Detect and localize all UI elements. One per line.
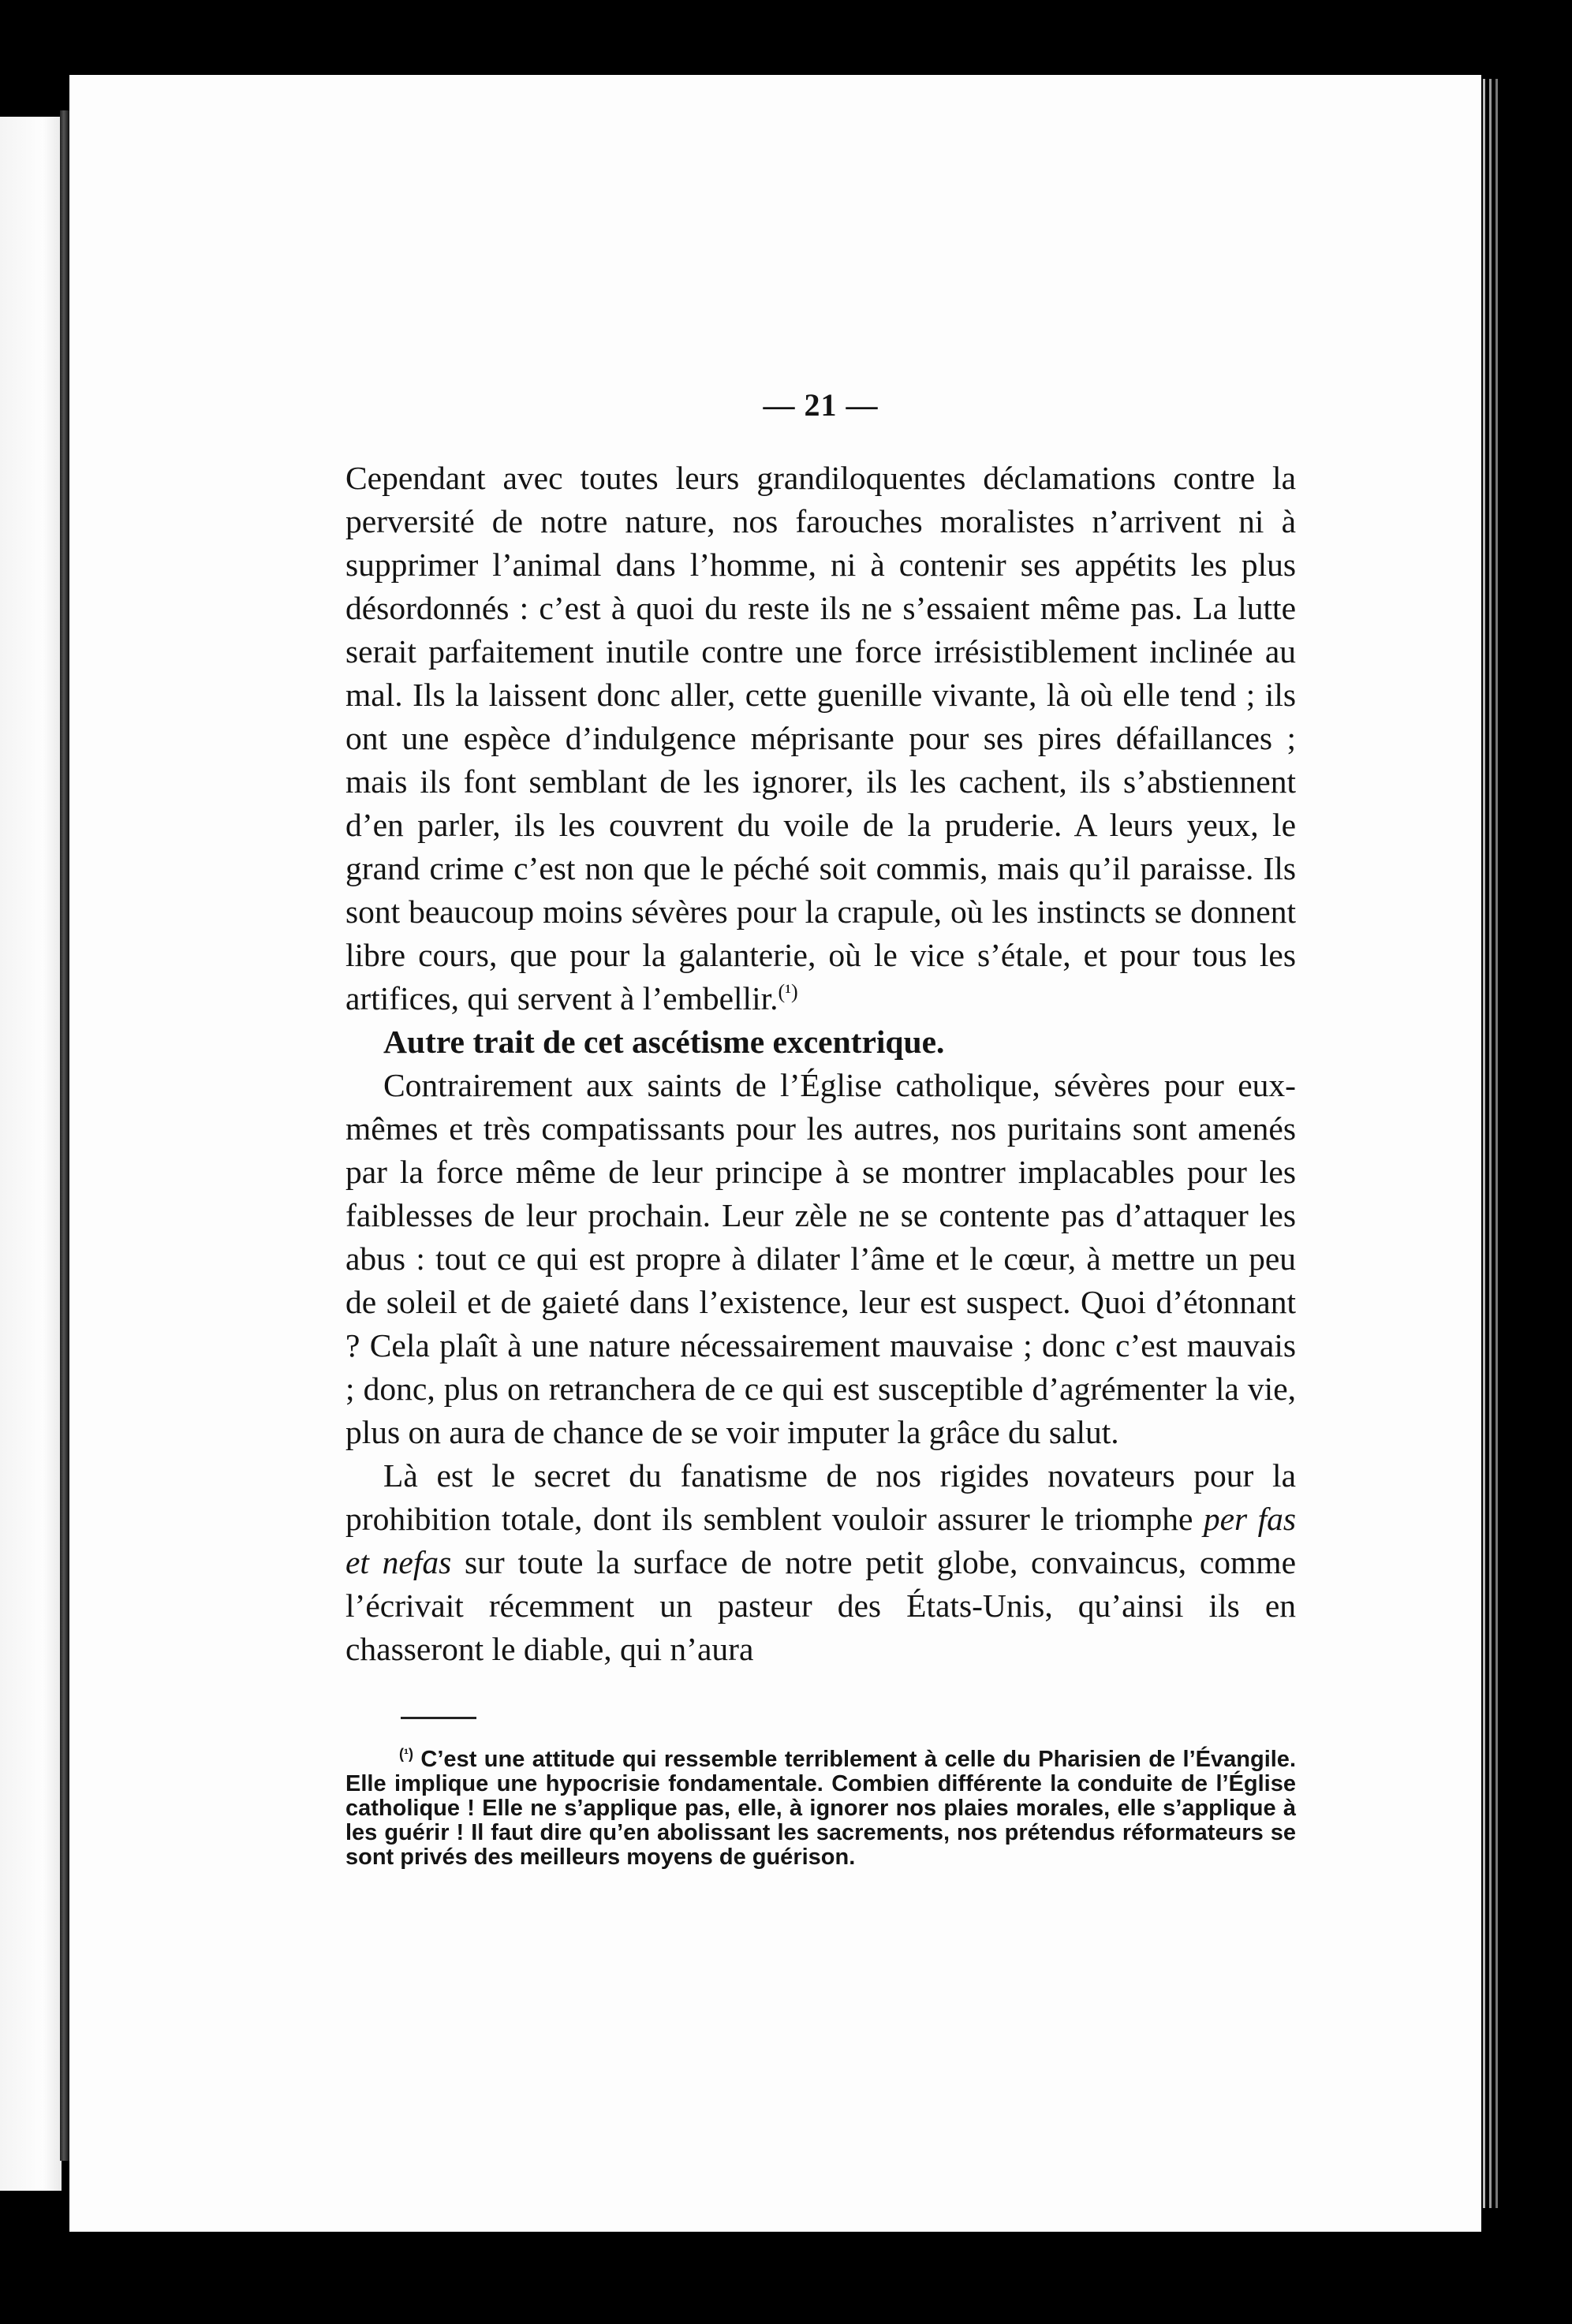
book-spine-shadow — [60, 110, 69, 2161]
page-number: — 21 — — [763, 387, 879, 423]
paragraph-1-text: Cependant avec toutes leurs grandiloquentes déclamations contre la perversité de notre nature, nos farouches moralistes n’arrivent ni à supprimer l’animal dans l’homme, ni à contenir ses appétits les plus désordonnés : c’est à quoi du reste ils ne s’essaient même pas. La lutte serait parfaitement inutile contre une force irrésistiblement inclinée au mal. Ils la laissent donc aller, cette guenille vivante, là où elle tend ; ils ont une espèce d’indulgence méprisante pour ses pires défaillances ; mais ils font semblant de les ignorer, ils les cachent, ils s’abstiennent d’en parler, ils les couvrent du voile de la pruderie. A leurs yeux, le grand crime c’est non que le péché soit commis, mais qu’il paraisse. Ils sont beaucoup moins sévères pour la crapule, où les instincts se donnent libre cours, que pour la galanterie, où le vice s’étale, et pour tous les artifices, qui servent à l’embellir. — [345, 460, 1296, 1017]
paragraph-4-text-end: sur toute la surface de notre petit globe, convaincus, comme l’écrivait récemment un pasteur des États-Unis, qu’ainsi ils en chasseront le diable, qui n’aura — [345, 1544, 1296, 1667]
page-content — [345, 386, 1296, 1870]
footnote-paragraph — [345, 1748, 1296, 1870]
paragraph-3: Contrairement aux saints de l’Église catholique, sévères pour eux-mêmes et très compatissants pour les autres, nos puritains sont amenés par la force même de leur principe à se montrer implacables pour les faiblesses de leur prochain. Leur zèle ne se contente pas d’attaquer les abus : tout ce qui est propre à dilater l’âme et le cœur, à mettre un peu de soleil et de gaieté dans l’existence, leur est suspect. Quoi d’étonnant ? Cela plaît à une nature nécessairement mauvaise ; donc c’est mauvais ; donc, plus on retranchera de ce qui est susceptible d’agrémenter la vie, plus on aura de chance de se voir imputer la grâce du salut. — [345, 1067, 1296, 1450]
book-page — [69, 75, 1481, 2232]
latin-phrase: per fas et nefas — [345, 1501, 1297, 1580]
footnote-reference: (¹) — [778, 980, 798, 1003]
page-stack-edge — [1483, 79, 1485, 2208]
footnote-separator — [401, 1717, 476, 1719]
paragraph-1 — [345, 457, 1296, 1020]
footnote-text: C’est une attitude qui ressemble terriblement à celle du Pharisien de l’Évangile. Elle implique une hypocrisie fondamentale. Combien différente la conduite de l’Église catholique ! Elle ne s’applique pas, elle, à ignorer nos plaies morales, elle s’applique à les guérir ! Il faut dire qu’en abolissant les sacrements, nos prétendus réformateurs se sont privés des meilleurs moyens de guérison. — [345, 1747, 1296, 1870]
page-stack-edge — [1489, 79, 1492, 2208]
footnote-marker: (¹) — [399, 1746, 413, 1762]
paragraph-4-text-start: Là est le secret du fanatisme de nos rigides novateurs pour la prohibition totale, dont ils semblent vouloir assurer le triomphe — [345, 1457, 1296, 1537]
paragraph-4 — [345, 1454, 1296, 1671]
page-stack-edge — [1495, 79, 1498, 2208]
paragraph-2: Autre trait de cet ascétisme excentrique. — [383, 1024, 945, 1060]
facing-page-edge — [0, 117, 62, 2191]
body-text — [345, 457, 1296, 1671]
footnote — [345, 1748, 1296, 1870]
